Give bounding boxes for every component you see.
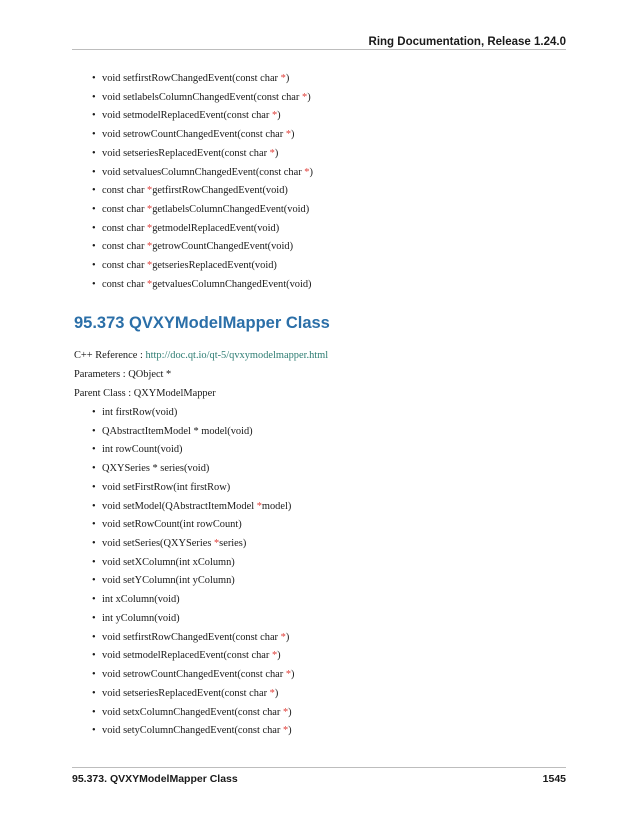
method-list-item — [92, 107, 313, 126]
method-list-item — [92, 423, 295, 442]
method-text: void setmodelReplacedEvent(const char — [102, 650, 272, 662]
method-text: void setRowCount(int rowCount) — [102, 519, 242, 531]
method-list-item — [92, 666, 295, 685]
footer-section-title: 95.373. QVXYModelMapper Class — [72, 773, 238, 785]
method-text: void setseriesReplacedEvent(const char — [102, 687, 270, 699]
method-list-item — [92, 276, 313, 295]
method-list-item — [92, 535, 295, 554]
page-footer — [72, 767, 566, 785]
method-list-item — [92, 126, 313, 145]
method-list-item — [92, 685, 295, 704]
document-title: Ring Documentation, Release 1.24.0 — [368, 36, 566, 48]
pointer-star: * — [282, 706, 289, 718]
method-text: void setlabelsColumnChangedEvent(const char — [102, 91, 302, 103]
method-text: void setxColumnChangedEvent(const char — [102, 706, 283, 718]
method-list-item — [92, 498, 295, 517]
page-number: 1545 — [542, 773, 566, 785]
method-text: const char — [102, 185, 148, 197]
cpp-reference-link[interactable]: http://doc.qt.io/qt-5/qvxymodelmapper.html — [145, 350, 329, 361]
method-text-suffix: ) — [274, 147, 279, 159]
pointer-star: * — [147, 204, 153, 216]
method-text: const char — [102, 260, 148, 272]
method-text: void setSeries(QXYSeries — [102, 538, 214, 550]
section-heading: 95.373 QVXYModelMapper Class — [74, 314, 330, 332]
pointer-star: * — [280, 73, 286, 84]
method-list-item — [92, 145, 313, 164]
event-methods-list — [92, 70, 313, 295]
method-text-suffix: ) — [288, 706, 292, 718]
method-text-suffix: ) — [291, 129, 295, 141]
pointer-star: * — [285, 669, 292, 681]
pointer-star: * — [271, 650, 278, 662]
pointer-star: * — [256, 500, 262, 512]
method-text: int xColumn(void) — [102, 594, 180, 606]
class-methods-list — [92, 404, 295, 741]
method-list-item — [92, 404, 295, 423]
method-list-item — [92, 460, 295, 479]
method-text-suffix: ) — [285, 73, 290, 84]
method-text-suffix: ) — [285, 631, 290, 643]
method-text-suffix: getseriesReplacedEvent(void) — [152, 260, 277, 272]
cpp-reference-label: C++ Reference : — [74, 350, 146, 361]
method-text-suffix: ) — [307, 91, 311, 103]
method-text-suffix: ) — [309, 166, 313, 178]
method-text: void setFirstRow(int firstRow) — [102, 481, 231, 493]
method-list-item — [92, 516, 295, 535]
method-text-suffix: ) — [291, 669, 295, 681]
method-list-item — [92, 647, 295, 666]
method-text-suffix: getmodelReplacedEvent(void) — [152, 222, 280, 234]
method-list-item — [92, 591, 295, 610]
method-text-suffix: ) — [288, 725, 292, 737]
method-list-item — [92, 610, 295, 629]
pointer-star: * — [269, 147, 275, 159]
pointer-star: * — [282, 725, 289, 737]
method-text: QXYSeries * series(void) — [102, 463, 210, 475]
method-text: void setrowCountChangedEvent(const char — [102, 669, 286, 681]
method-list-item — [92, 164, 313, 183]
method-list-item — [92, 70, 313, 89]
parent-class-line: Parent Class : QXYModelMapper — [74, 388, 216, 399]
method-text: int firstRow(void) — [102, 407, 178, 418]
parameters-line: Parameters : QObject * — [74, 369, 172, 380]
pointer-star: * — [147, 241, 153, 253]
method-text: void setvaluesColumnChangedEvent(const char — [102, 166, 305, 178]
method-text-suffix: model) — [261, 500, 292, 512]
method-text: void setyColumnChangedEvent(const char — [102, 725, 283, 737]
method-list-item — [92, 89, 313, 108]
pointer-star: * — [285, 129, 292, 141]
pointer-star: * — [304, 166, 310, 178]
method-text: int yColumn(void) — [102, 612, 180, 624]
method-text: void setmodelReplacedEvent(const char — [102, 110, 272, 122]
page-header — [72, 28, 566, 50]
method-text-suffix: series) — [219, 538, 247, 550]
method-list-item — [92, 182, 313, 201]
method-text-suffix: ) — [277, 110, 281, 122]
method-text-suffix: getlabelsColumnChangedEvent(void) — [152, 204, 310, 216]
method-text: void setrowCountChangedEvent(const char — [102, 129, 286, 141]
method-list-item — [92, 479, 295, 498]
pointer-star: * — [269, 687, 275, 699]
method-text: void setseriesReplacedEvent(const char — [102, 147, 270, 159]
method-text: const char — [102, 278, 148, 290]
method-text: const char — [102, 241, 148, 253]
method-list-item — [92, 220, 313, 239]
method-text-suffix: getrowCountChangedEvent(void) — [152, 241, 294, 253]
method-list-item — [92, 441, 295, 460]
method-text: void setYColumn(int yColumn) — [102, 575, 235, 587]
method-text: void setfirstRowChangedEvent(const char — [102, 73, 281, 84]
method-list-item — [92, 238, 313, 257]
method-list-item — [92, 722, 295, 741]
method-list-item — [92, 629, 295, 648]
pointer-star: * — [301, 91, 308, 103]
method-list-item — [92, 704, 295, 723]
method-text: QAbstractItemModel * model(void) — [102, 425, 253, 437]
pointer-star: * — [280, 631, 286, 643]
pointer-star: * — [147, 278, 153, 290]
method-text-suffix: getvaluesColumnChangedEvent(void) — [152, 278, 312, 290]
pointer-star: * — [271, 110, 278, 122]
pointer-star: * — [213, 538, 220, 550]
method-text-suffix: ) — [277, 650, 281, 662]
method-text: const char — [102, 204, 148, 216]
method-text-suffix: getfirstRowChangedEvent(void) — [152, 185, 288, 197]
method-text: void setModel(QAbstractItemModel — [102, 500, 257, 512]
pointer-star: * — [147, 260, 153, 272]
method-text-suffix: ) — [274, 687, 279, 699]
method-text: const char — [102, 222, 148, 234]
method-text: void setfirstRowChangedEvent(const char — [102, 631, 281, 643]
method-list-item — [92, 257, 313, 276]
method-list-item — [92, 201, 313, 220]
method-text: int rowCount(void) — [102, 444, 183, 456]
method-list-item — [92, 554, 295, 573]
method-list-item — [92, 572, 295, 591]
pointer-star: * — [147, 222, 153, 234]
cpp-reference-line — [74, 350, 328, 361]
method-text: void setXColumn(int xColumn) — [102, 556, 235, 568]
pointer-star: * — [147, 185, 153, 197]
